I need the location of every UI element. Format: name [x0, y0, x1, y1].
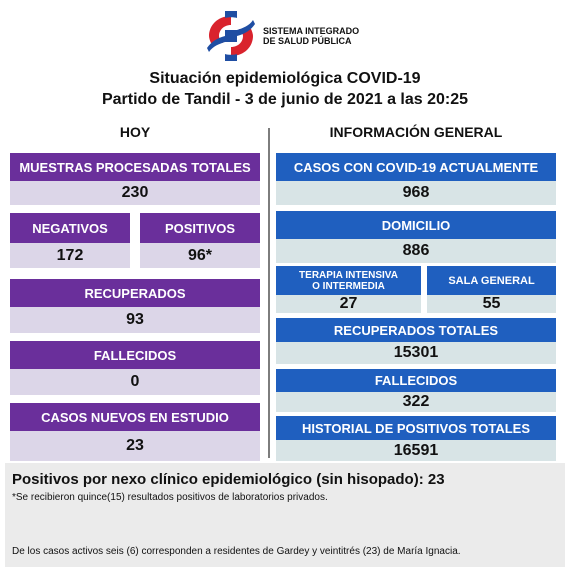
hoy-heading: HOY — [119, 124, 151, 140]
domicilio-label: DOMICILIO — [276, 211, 556, 239]
nexo-clinico-text: Positivos por nexo clínico epidemiológico (sin hisopado): 23 — [12, 471, 445, 488]
positivos-label: POSITIVOS — [140, 213, 260, 243]
recuperados-totales-value: 15301 — [276, 342, 556, 364]
fallecidos-totales-value: 322 — [276, 392, 556, 412]
page-subtitle: Partido de Tandil - 3 de junio de 2021 a las 20:25 — [101, 91, 469, 108]
negativos-value: 172 — [10, 243, 130, 268]
historial-label: HISTORIAL DE POSITIVOS TOTALES — [276, 416, 556, 440]
terapia-value: 27 — [276, 295, 421, 313]
muestras-value: 230 — [10, 181, 260, 205]
terapia-label-line2: O INTERMEDIA — [312, 280, 385, 292]
column-divider — [268, 128, 270, 458]
logo-line2: DE SALUD PÚBLICA — [263, 36, 352, 46]
sala-general-label: SALA GENERAL — [427, 266, 556, 295]
casos-nuevos-label: CASOS NUEVOS EN ESTUDIO — [10, 403, 260, 431]
historial-value: 16591 — [276, 440, 556, 461]
terapia-label-line1: TERAPIA INTENSIVA — [299, 269, 398, 281]
domicilio-value: 886 — [276, 239, 556, 263]
sala-general-value: 55 — [427, 295, 556, 313]
terapia-label — [276, 266, 421, 295]
casos-actuales-label: CASOS CON COVID-19 ACTUALMENTE — [276, 153, 556, 181]
logo-line1: SISTEMA INTEGRADO — [263, 26, 360, 36]
logo-text — [263, 26, 359, 46]
casos-nuevos-value: 23 — [10, 431, 260, 461]
positivos-value: 96* — [140, 243, 260, 268]
fallecidos-hoy-value: 0 — [10, 369, 260, 395]
note-privados: *Se recibieron quince(15) resultados positivos de laboratorios privados. — [12, 492, 328, 503]
note-residentes: De los casos activos seis (6) corresponden a residentes de Gardey y veintitrés (23) de María Ignacia. — [12, 546, 461, 557]
fallecidos-totales-label: FALLECIDOS — [276, 369, 556, 392]
fallecidos-hoy-label: FALLECIDOS — [10, 341, 260, 369]
recuperados-totales-label: RECUPERADOS TOTALES — [276, 318, 556, 342]
negativos-label: NEGATIVOS — [10, 213, 130, 243]
sisp-logo-icon — [207, 11, 255, 61]
muestras-label: MUESTRAS PROCESADAS TOTALES — [10, 153, 260, 181]
casos-actuales-value: 968 — [276, 181, 556, 205]
general-heading: INFORMACIÓN GENERAL — [329, 124, 503, 140]
recuperados-label: RECUPERADOS — [10, 279, 260, 307]
recuperados-value: 93 — [10, 307, 260, 333]
page-title: Situación epidemiológica COVID-19 — [149, 70, 421, 87]
